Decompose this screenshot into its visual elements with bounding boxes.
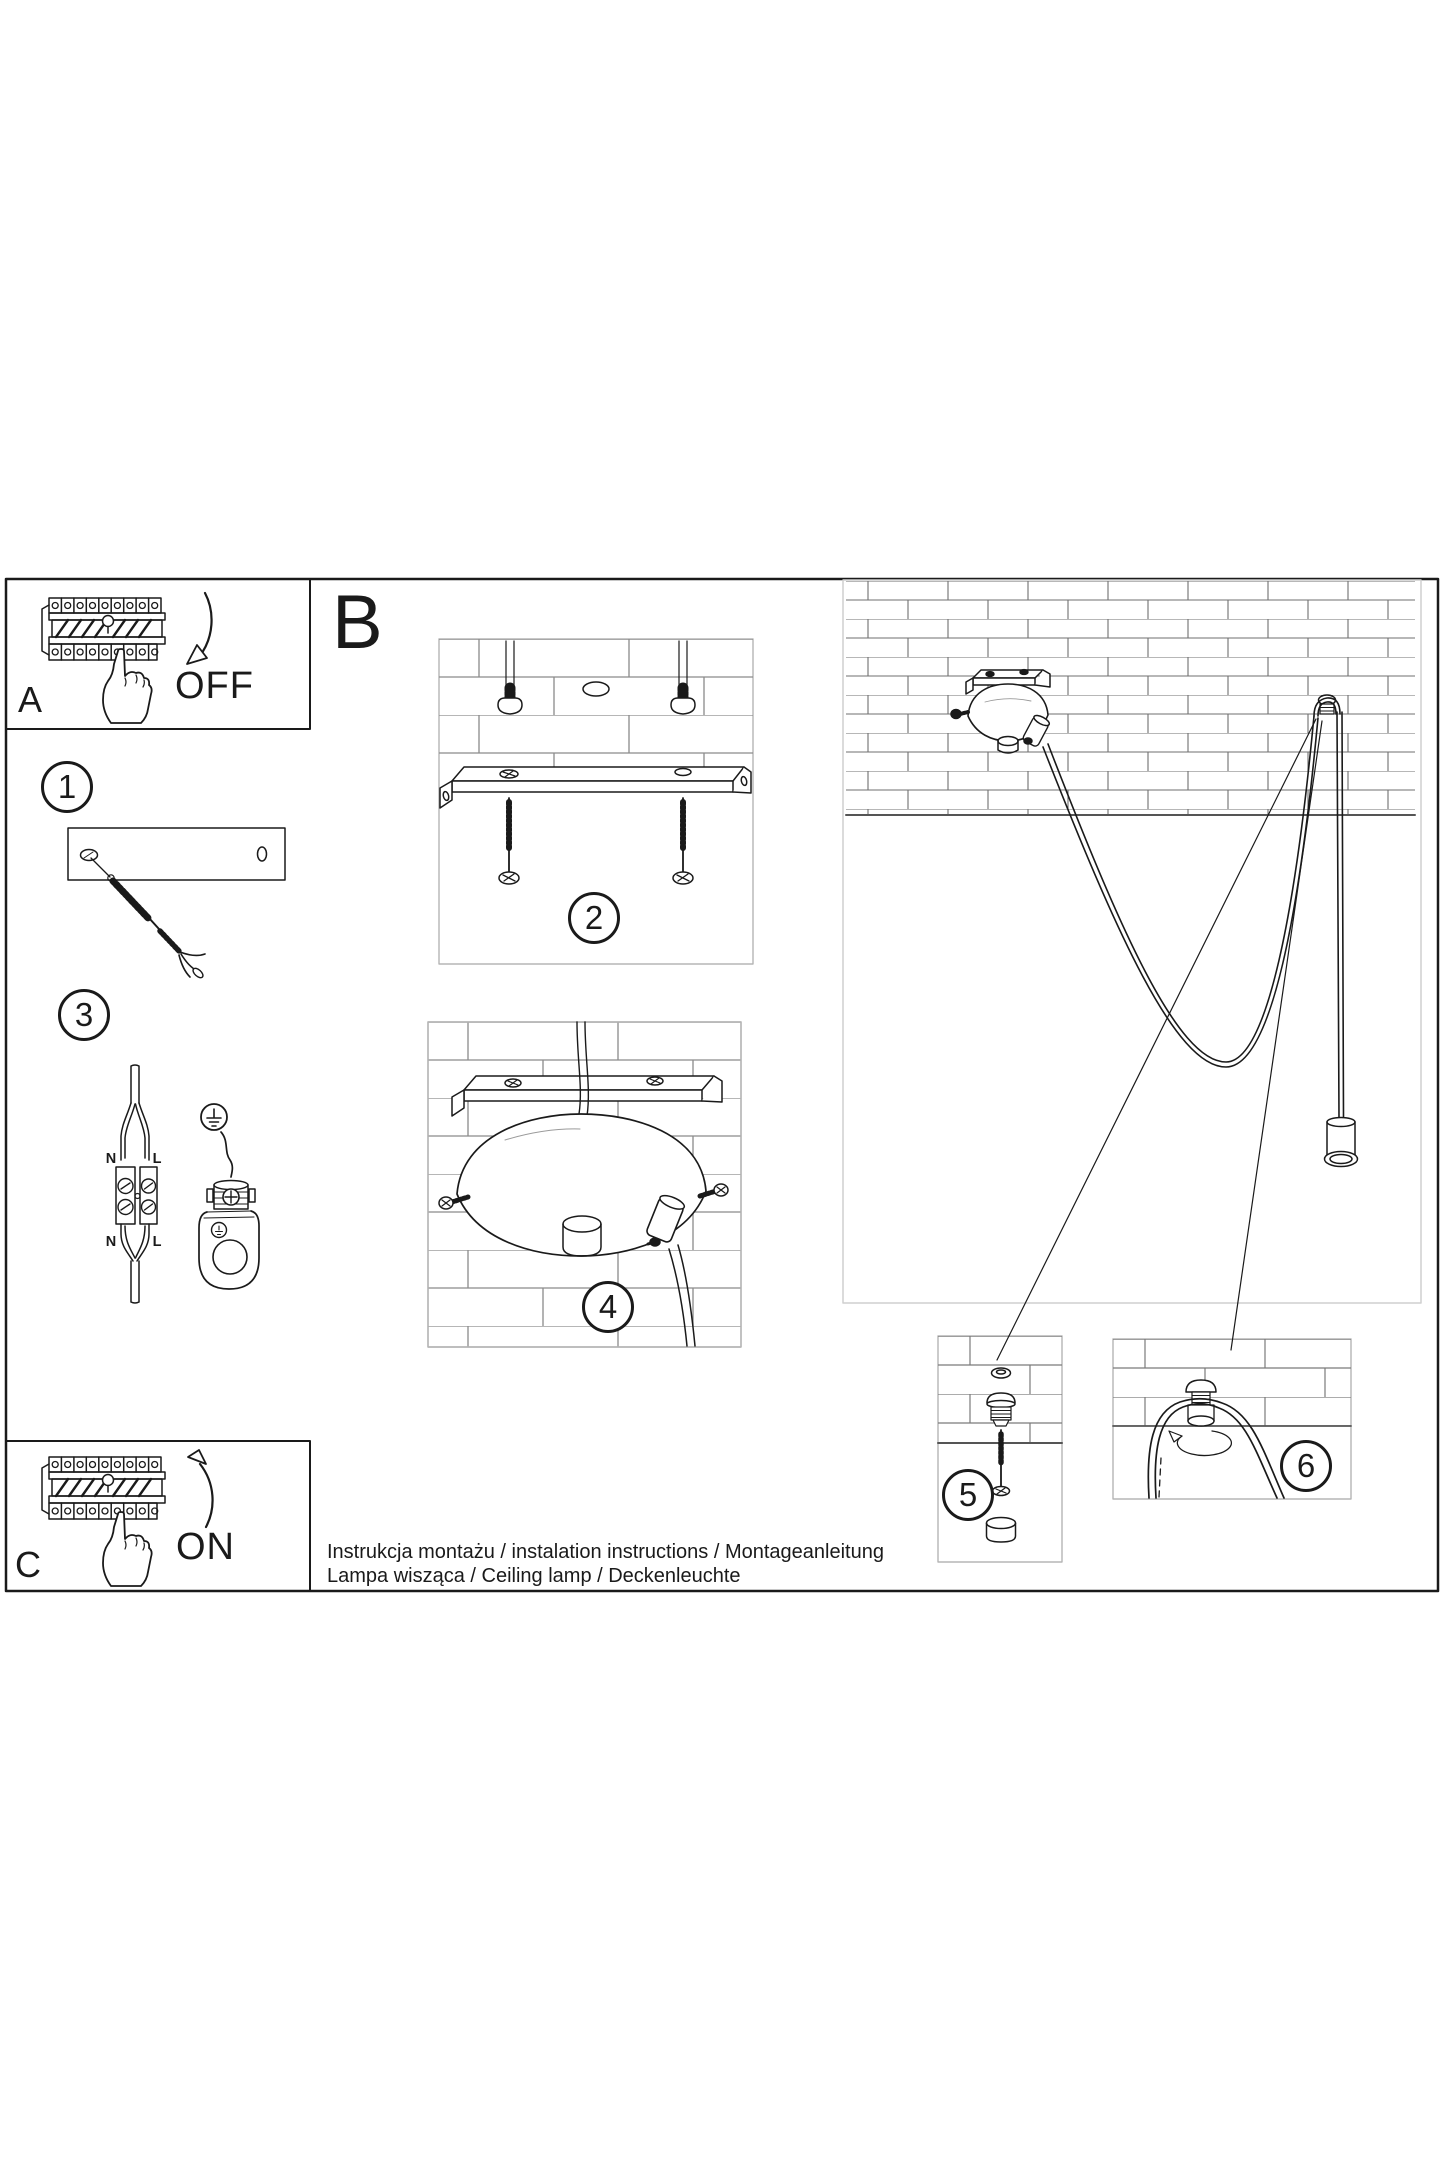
wire-label-l-top: L [152, 1151, 162, 1167]
off-label: OFF [175, 665, 254, 707]
lamp-holder-terminal [199, 1181, 259, 1290]
footer-text [327, 1540, 884, 1588]
box-c-power-on-drawing [6, 1441, 310, 1591]
detail5-drawing [938, 1336, 1062, 1562]
step-circle-6: 6 [1280, 1440, 1332, 1492]
step1-drawing [68, 828, 285, 979]
installed-lamp-drawing [843, 580, 1421, 1303]
footer-line-1: Instrukcja montażu / instalation instructions / Montageanleitung [327, 1541, 884, 1563]
pendant-socket [1325, 1118, 1358, 1167]
section-c-label: C [15, 1544, 41, 1585]
section-a-label: A [18, 679, 43, 720]
box-a-power-off-drawing [6, 579, 310, 729]
footer-line-2: Lampa wisząca / Ceiling lamp / Deckenleuchte [327, 1565, 741, 1587]
step-circle-1: 1 [41, 761, 93, 813]
step-circle-4: 4 [582, 1281, 634, 1333]
section-b-label: B [332, 580, 383, 665]
on-label: ON [176, 1526, 235, 1568]
wire-label-n-bottom: N [105, 1234, 117, 1250]
arrow-down-icon [199, 593, 212, 657]
step-circle-2: 2 [568, 892, 620, 944]
arrow-up-icon [200, 1464, 213, 1527]
wire-label-n-top: N [105, 1151, 117, 1167]
step3-wiring-drawing [116, 1065, 259, 1303]
wire-label-l-bottom: L [152, 1234, 162, 1250]
ground-symbol-icon [201, 1104, 227, 1130]
step-circle-5: 5 [942, 1469, 994, 1521]
step-circle-3: 3 [58, 989, 110, 1041]
